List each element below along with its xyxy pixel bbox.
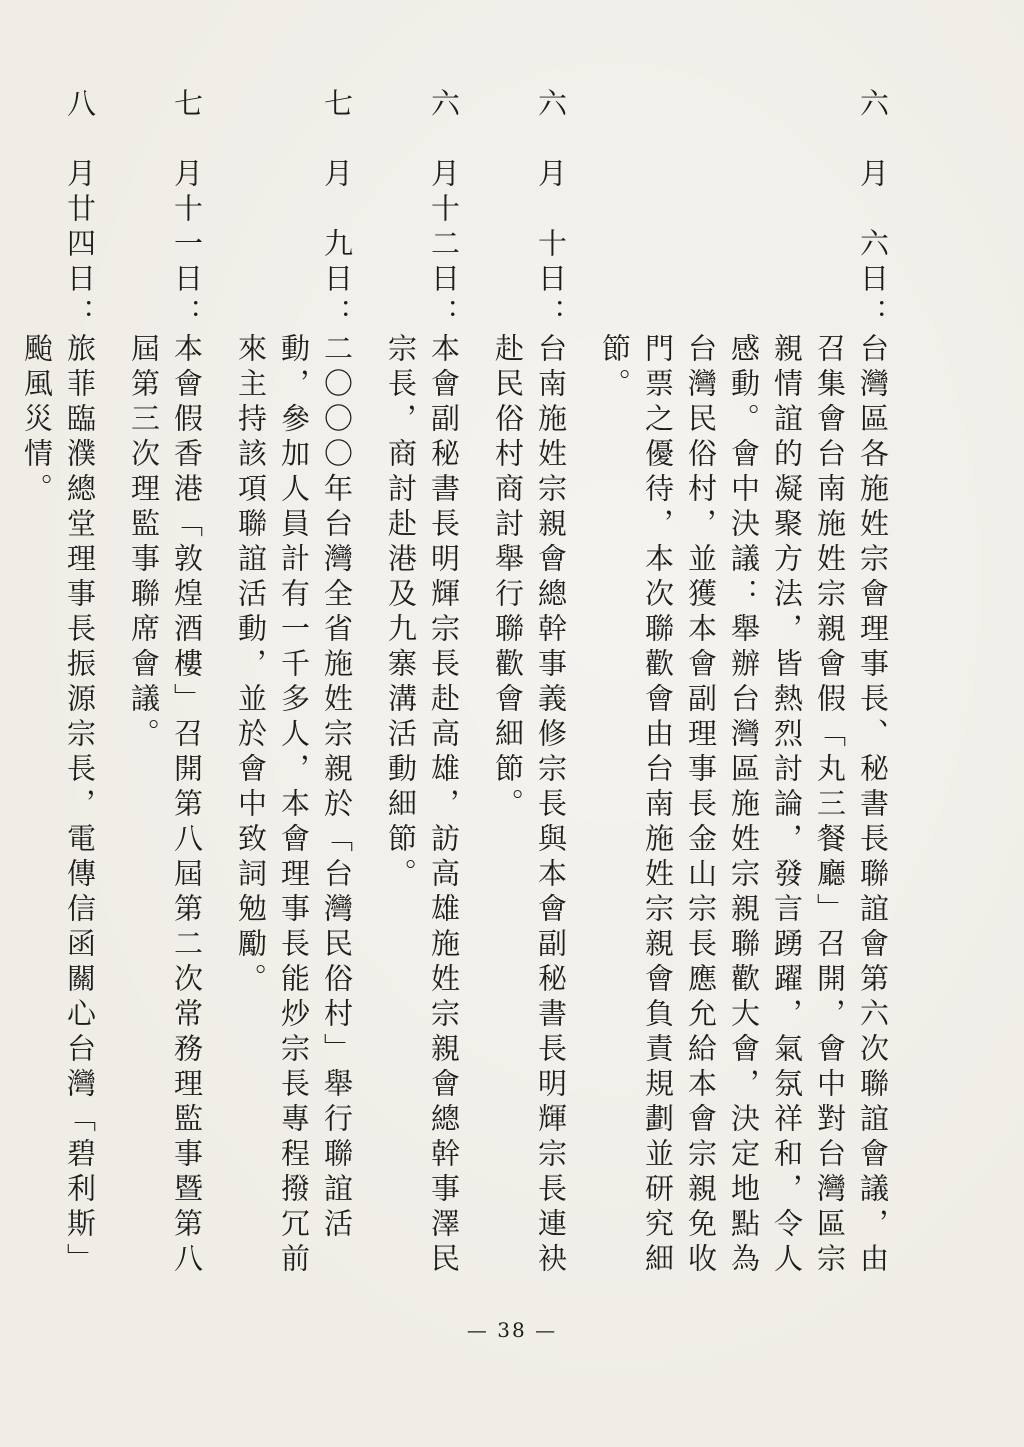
entry-0824 <box>15 88 101 1308</box>
entry-date: 七 月 九日： <box>320 88 354 333</box>
entry-date: 六 月 六日： <box>856 88 890 333</box>
page-number: — 38 — <box>466 1318 558 1342</box>
entry-0709 <box>229 88 358 1308</box>
entry-text: 旅菲臨濮總堂理事長振源宗長，電傳信函關心台灣「碧利斯」颱風災情。 <box>20 333 97 1278</box>
entry-date: 六 月 十日： <box>534 88 568 333</box>
entry-0606 <box>593 88 894 1308</box>
entry-text: 台灣區各施姓宗會理事長、秘書長聯誼會第六次聯誼會議，由召集會台南施姓宗親會假「丸三餐廳」召開，會中對台灣區宗親情誼的凝聚方法，皆熱烈討論，發言踴躍，氣氛祥和，令人感動。會中決議：舉辦台灣區施姓宗親聯歡大會，決定地點為台灣民俗村，並獲本會副理事長金山宗長應允給本會宗親免收門票之優待，本次聯歡會由台南施姓宗親會負責規劃並研究細節。 <box>598 333 890 1278</box>
entry-0610 <box>486 88 572 1308</box>
chronicle-text <box>20 88 894 1308</box>
entry-date: 七 月十一日： <box>170 88 204 333</box>
entry-0612 <box>379 88 465 1308</box>
entry-0711 <box>122 88 208 1308</box>
entry-text: 本會假香港「敦煌酒樓」召開第八屆第二次常務理監事暨第八屆第三次理監事聯席會議。 <box>127 333 204 1278</box>
entry-text: 台南施姓宗親會總幹事義修宗長與本會副秘書長明輝宗長連袂赴民俗村商討舉行聯歡會細節。 <box>491 333 568 1278</box>
entry-text: 二〇〇〇年台灣全省施姓宗親於「台灣民俗村」舉行聯誼活動，參加人員計有一千多人，本會理事長能炒宗長專程撥冗前來主持該項聯誼活動，並於會中致詞勉勵。 <box>234 333 354 1278</box>
entry-date: 六 月十二日： <box>427 88 461 333</box>
entry-text: 本會副秘書長明輝宗長赴高雄，訪高雄施姓宗親會總幹事澤民宗長，商討赴港及九寨溝活動細節。 <box>384 333 461 1278</box>
entry-date: 八 月廿四日： <box>63 88 97 333</box>
